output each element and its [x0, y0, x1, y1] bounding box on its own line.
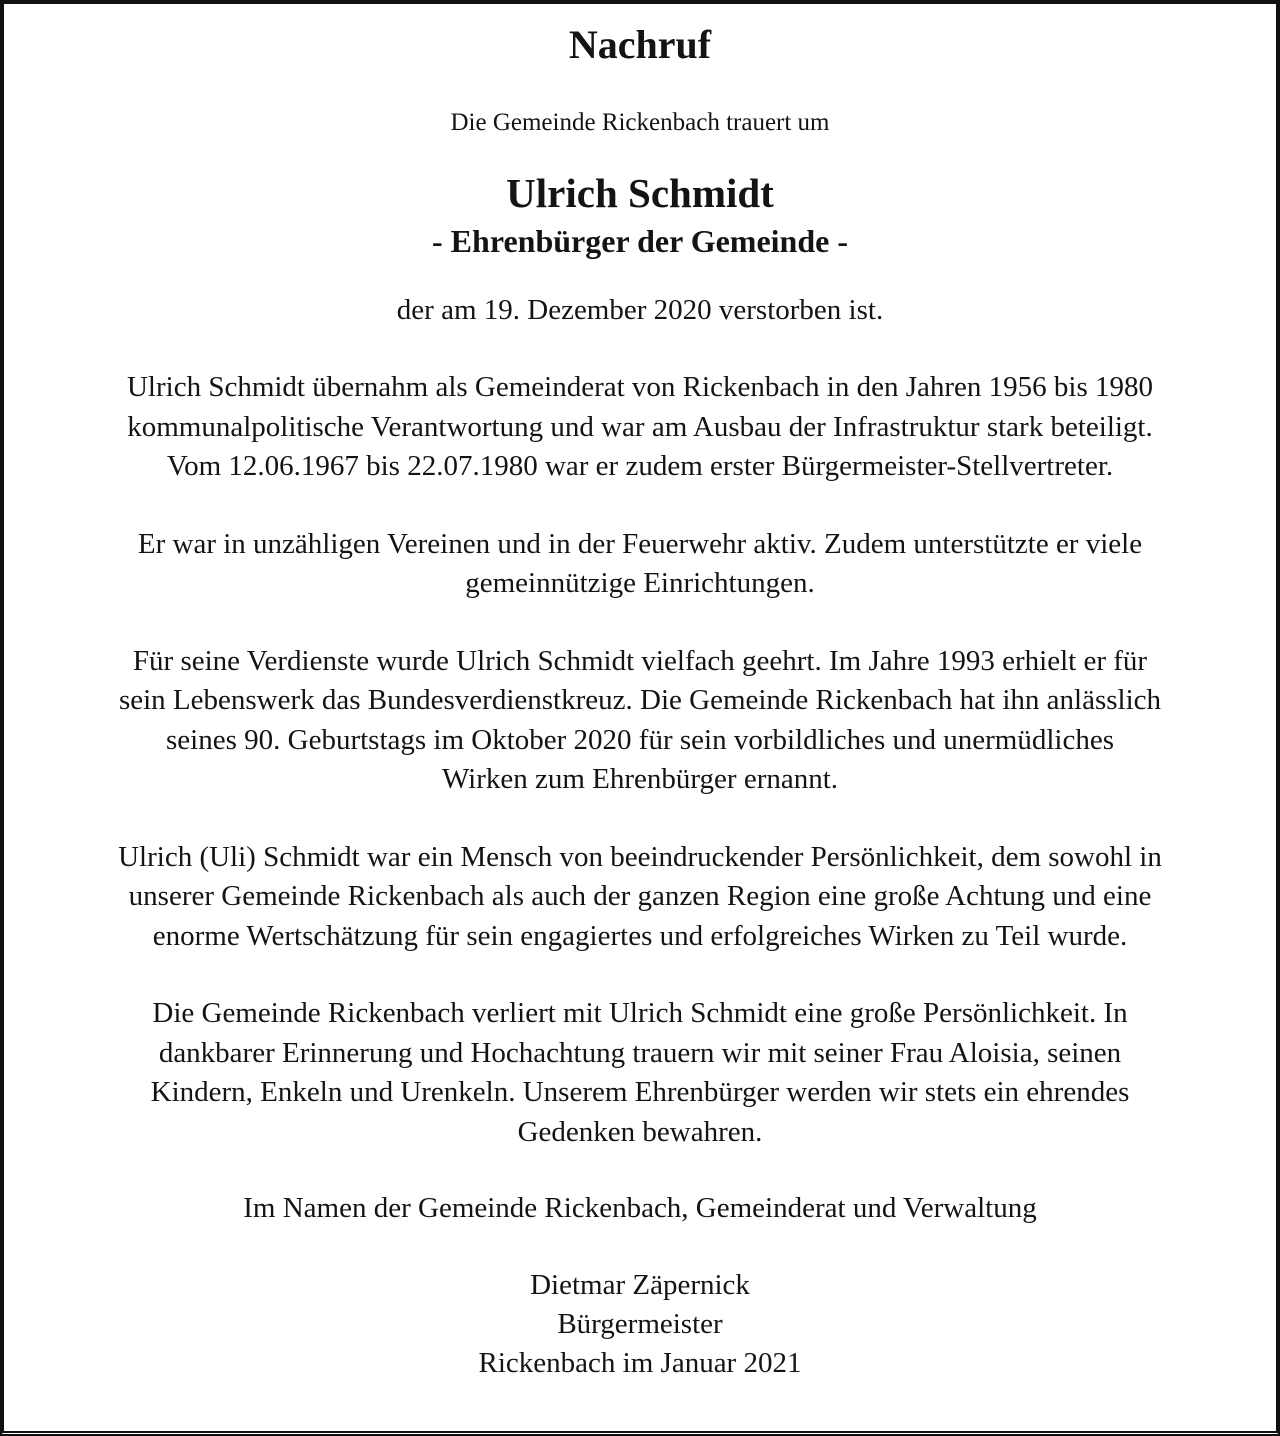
closing-line: Im Namen der Gemeinde Rickenbach, Gemeinderat und Verwaltung: [243, 1192, 1037, 1224]
death-date-line: der am 19. Dezember 2020 verstorben ist.: [396, 294, 884, 326]
text-line: Für seine Verdienste wurde Ulrich Schmidt vielfach geehrt. Im Jahre 1993 erhielt er für: [132, 644, 1148, 677]
paragraph-honors: [24, 642, 1256, 800]
text-line: dankbarer Erinnerung und Hochachtung trauern wir mit seiner Frau Aloisia, seinen: [158, 1036, 1122, 1069]
text-line: Die Gemeinde Rickenbach verliert mit Ulrich Schmidt eine große Persönlichkeit. In: [152, 997, 1128, 1029]
text-line: Er war in unzähligen Vereinen und in der Feuerwehr aktiv. Zudem unterstützte er viele: [137, 527, 1143, 560]
notice-title: Nachruf: [568, 22, 712, 67]
text-line: seines 90. Geburtstags im Oktober 2020 für sein vorbildliches und unermüdliches: [166, 723, 1114, 756]
text-line: Gedenken bewahren.: [517, 1115, 763, 1148]
text-line: Kindern, Enkeln und Urenkeln. Unserem Ehrenbürger werden wir stets ein ehrendes: [150, 1076, 1130, 1108]
signature-block: [24, 1266, 1256, 1383]
obituary-notice: [24, 18, 1256, 1383]
signatory-name: Dietmar Zäpernick: [530, 1269, 750, 1301]
text-line: sein Lebenswerk das Bundesverdienstkreuz. Die Gemeinde Rickenbach hat ihn anlässlich: [118, 684, 1162, 716]
paragraph-associations: [24, 525, 1256, 604]
text-line: enorme Wertschätzung für sein engagiertes und erfolgreiches Wirken zu Teil wurde.: [152, 919, 1128, 952]
intro-line: Die Gemeinde Rickenbach trauert um: [450, 109, 830, 136]
text-line: kommunalpolitische Verantwortung und war am Ausbau der Infrastruktur stark beteiligt.: [127, 410, 1153, 443]
place-date: Rickenbach im Januar 2021: [478, 1347, 802, 1379]
paragraph-condolences: [24, 994, 1256, 1152]
signatory-title: Bürgermeister: [557, 1308, 723, 1340]
paragraph-personality: [24, 838, 1256, 957]
text-line: Wirken zum Ehrenbürger ernannt.: [441, 763, 839, 795]
text-line: Ulrich (Uli) Schmidt war ein Mensch von beeindruckender Persönlichkeit, dem sowohl in: [118, 840, 1162, 873]
text-line: gemeinnützige Einrichtungen.: [465, 567, 815, 599]
paragraph-career: [24, 368, 1256, 487]
honor-title: - Ehrenbürger der Gemeinde -: [432, 223, 848, 259]
text-line: Vom 12.06.1967 bis 22.07.1980 war er zudem erster Bürgermeister-Stellvertreter.: [166, 450, 1114, 482]
text-line: Ulrich Schmidt übernahm als Gemeinderat von Rickenbach in den Jahren 1956 bis 1980: [126, 371, 1154, 403]
text-line: unserer Gemeinde Rickenbach als auch der ganzen Region eine große Achtung und eine: [128, 880, 1152, 912]
deceased-name: Ulrich Schmidt: [506, 170, 774, 216]
